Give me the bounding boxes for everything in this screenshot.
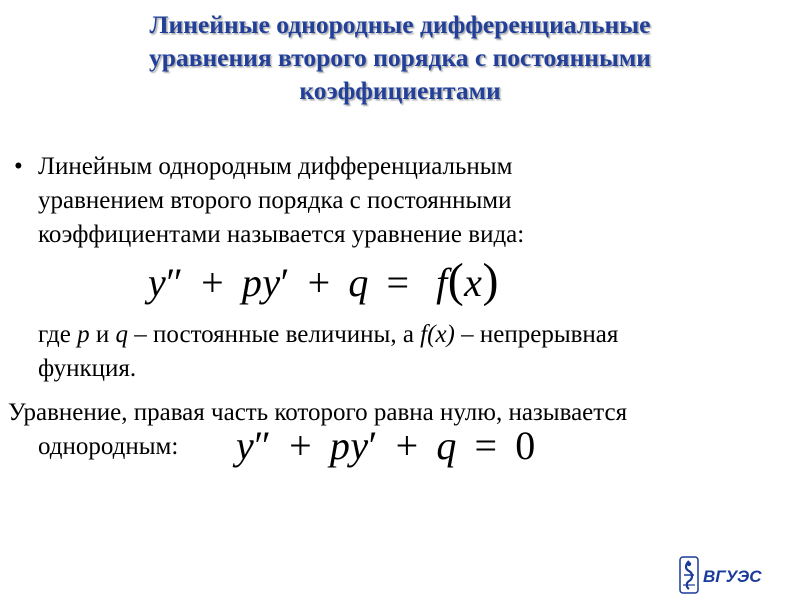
university-logo <box>676 555 776 595</box>
title-line-2: уравнения второго порядка с постоянными <box>149 43 651 72</box>
where-text-4: – непрерывная <box>454 321 619 348</box>
formula1-y: y <box>148 260 167 305</box>
bullet-marker: • <box>14 153 23 180</box>
definition-line-2: уравнением второго порядка с постоянными <box>38 187 512 214</box>
formula2-equals: = <box>474 423 498 468</box>
logo-emblem-icon <box>680 557 698 593</box>
title-line-1: Линейные однородные дифференциальные <box>149 10 651 39</box>
formula2-double-prime: ″ <box>254 423 272 468</box>
where-line-2: функция. <box>38 355 137 382</box>
formula1-p: p <box>241 260 263 305</box>
where-p: p <box>77 321 90 348</box>
formula2-prime: ′ <box>368 423 378 468</box>
formula1-double-prime: ″ <box>166 260 184 305</box>
formula1-plus-2: + <box>307 260 331 305</box>
slide-title <box>60 8 740 107</box>
formula1-q: q <box>348 260 369 305</box>
formula-homogeneous <box>236 420 536 472</box>
sentence-line-1: Уравнение, правая часть которого равна нулю, называется <box>8 399 628 426</box>
formula2-q: q <box>436 423 457 468</box>
where-clause <box>38 318 778 386</box>
definition-bullet <box>14 150 758 252</box>
formula1-y2: y <box>262 260 281 305</box>
where-q: q <box>115 321 128 348</box>
definition-line-1: Линейным однородным дифференциальным <box>38 153 513 180</box>
logo-text: ВГУЭС <box>703 567 762 586</box>
formula2-plus-1: + <box>289 423 313 468</box>
formula2-zero: 0 <box>515 423 536 468</box>
definition-line-3: коэффициентами называется уравнение вида: <box>38 221 525 248</box>
where-line-1 <box>38 318 778 352</box>
formula1-rparen: ) <box>482 254 499 307</box>
where-fx: f(x) <box>420 321 455 348</box>
formula1-x: x <box>464 260 483 305</box>
formula2-y2: y <box>350 423 369 468</box>
formula1-f: f <box>436 260 448 305</box>
where-text-1: где <box>38 321 78 348</box>
title-line-3: коэффициентами <box>299 76 501 105</box>
formula-general <box>148 255 499 309</box>
where-text-2: и <box>89 321 116 348</box>
formula1-plus-1: + <box>201 260 225 305</box>
where-text-3: – постоянные величины, а <box>127 321 421 348</box>
formula1-lparen: ( <box>447 254 465 307</box>
formula2-y: y <box>236 423 255 468</box>
formula2-plus-2: + <box>395 423 419 468</box>
formula1-equals: = <box>386 260 410 305</box>
formula2-p: p <box>329 423 351 468</box>
formula1-prime: ′ <box>280 260 290 305</box>
sentence-line-2: однородным: <box>38 433 179 460</box>
